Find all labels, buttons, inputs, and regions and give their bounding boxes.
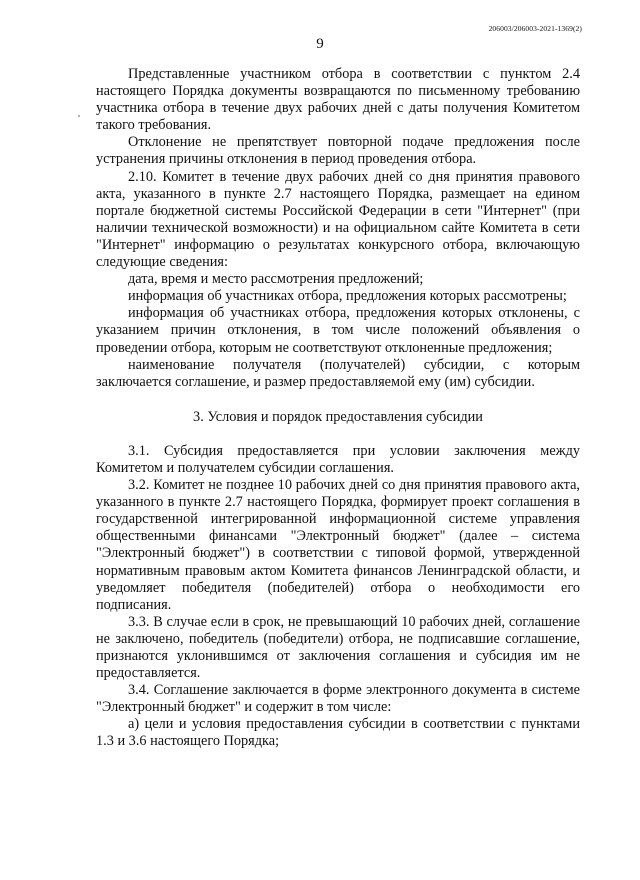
paragraph-documents-return: Представленные участником отбора в соответствии с пунктом 2.4 настоящего Порядка документы возвращаются по письменному требованию участника отбора в течение двух рабочих дней с даты получения Комитетом такого требования. (96, 66, 580, 134)
list-item-participants-considered: информация об участниках отбора, предложения которых рассмотрены; (128, 288, 567, 305)
list-item-a: а) цели и условия предоставления субсидии в соответствии с пунктами 1.3 и 3.6 настоящего Порядка; (96, 716, 580, 750)
document-id: 206003/206003-2021-1369(2) (488, 24, 582, 33)
paragraph-2-10: 2.10. Комитет в течение двух рабочих дней со дня принятия правового акта, указанного в пункте 2.7 настоящего Порядка, размещает на едином портале бюджетной системы Российской Федерации в сети "Интернет" (при наличии технической возможности) и на официальном сайте Комитета в сети "Интернет" информацию о результатах конкурсного отбора, включающую следующие сведения: (96, 168, 580, 271)
paragraph-3-2: 3.2. Комитет не позднее 10 рабочих дней со дня принятия правового акта, указанного в пункте 2.7 настоящего Порядка, формирует проект соглашения в государственной интегрированной информационной системе управления общественными финансами "Электронный бюджет" (далее – система "Электронный бюджет") в соответствии с типовой формой, утвержденной нормативным правовым актом Комитета финансов Ленинградской области, и уведомляет победителя (победителей) отбора о необходимости его подписания. (96, 477, 580, 613)
list-item-recipient-name: наименование получателя (получателей) субсидии, с которым заключается соглашение, и размер предоставляемой ему (им) субсидии. (96, 356, 580, 390)
paragraph-3-3: 3.3. В случае если в срок, не превышающий 10 рабочих дней, соглашение не заключено, победитель (победители) отбора, не подписавшие соглашение, признаются уклонившимся от заключения соглашения и субсидия им не предоставляется. (96, 613, 580, 682)
page-number: 9 (316, 36, 324, 52)
paragraph-3-4: 3.4. Соглашение заключается в форме электронного документа в системе "Электронный бюджет" и содержит в том числе: (96, 682, 580, 716)
section-heading: 3. Условия и порядок предоставления субсидии (193, 408, 483, 425)
list-item-date-time: дата, время и место рассмотрения предложений; (128, 271, 424, 288)
list-item-participants-rejected: информация об участниках отбора, предложения которых отклонены, с указанием причин отклонения, в том числе положений объявления о проведении отбора, которым не соответствуют отклоненные предложения; (96, 305, 580, 356)
scan-speck (78, 115, 80, 117)
paragraph-3-1: 3.1. Субсидия предоставляется при условии заключения между Комитетом и получателем субсидии соглашения. (96, 442, 580, 476)
document-body (96, 66, 580, 751)
paragraph-rejection: Отклонение не препятствует повторной подаче предложения после устранения причины отклонения в период проведения отбора. (96, 134, 580, 168)
